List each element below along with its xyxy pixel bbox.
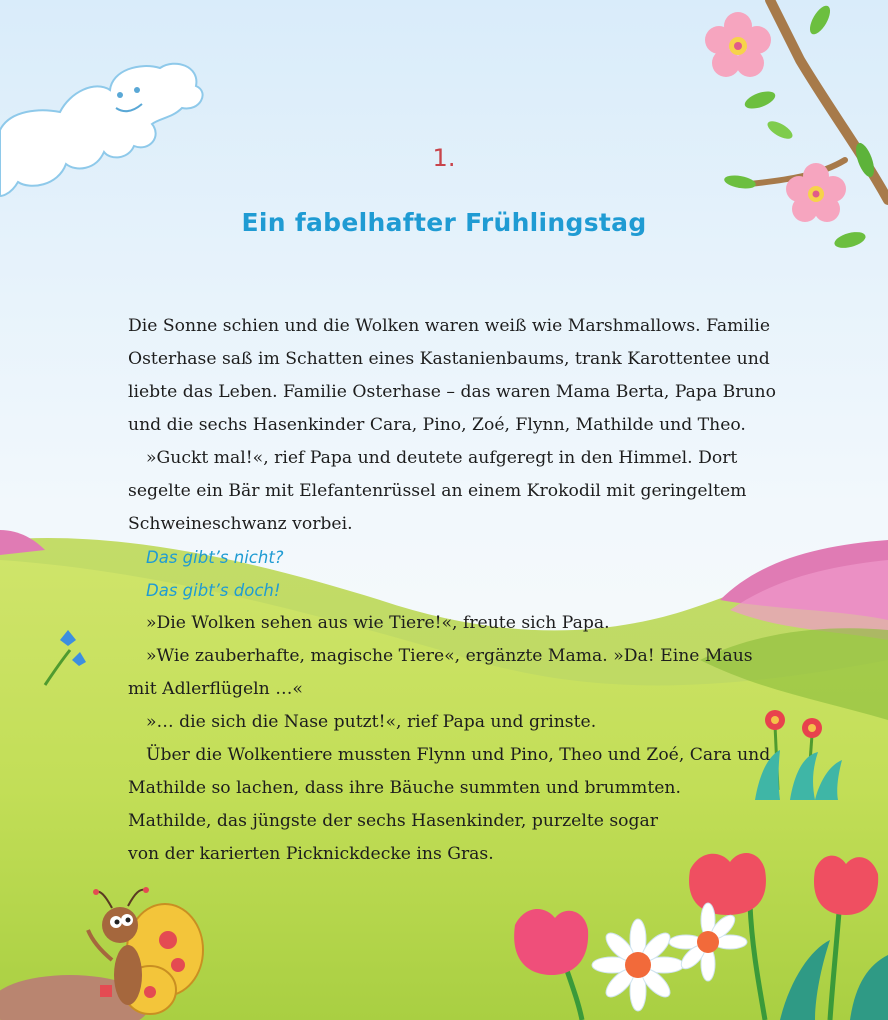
paragraph-line: »Die Wolken sehen aus wie Tiere!«, freute sich Papa. bbox=[146, 613, 610, 633]
story-text bbox=[128, 310, 788, 871]
paragraph-line: liebte das Leben. Familie Osterhase – das waren Mama Berta, Papa Bruno bbox=[128, 382, 776, 402]
paragraph-line: Über die Wolkentiere mussten Flynn und Pino, Theo und Zoé, Cara und bbox=[146, 745, 771, 765]
paragraph-line: Schweineschwanz vorbei. bbox=[128, 514, 353, 534]
paragraph-line: Mathilde, das jüngste der sechs Hasenkinder, purzelte sogar bbox=[128, 811, 658, 831]
paragraph-line: »… die sich die Nase putzt!«, rief Papa und grinste. bbox=[146, 712, 597, 732]
paragraph-line: von der karierten Picknickdecke ins Gras. bbox=[128, 844, 494, 864]
chapter-title: Ein fabelhafter Frühlingstag bbox=[241, 208, 647, 237]
paragraph-line: Die Sonne schien und die Wolken waren weiß wie Marshmallows. Familie bbox=[128, 316, 771, 336]
paragraph-line: »Guckt mal!«, rief Papa und deutete aufgeregt in den Himmel. Dort bbox=[146, 448, 738, 468]
chapter-number: 1. bbox=[432, 144, 456, 172]
paragraph-line: Mathilde so lachen, dass ihre Bäuche summten und brummten. bbox=[128, 778, 681, 798]
emphasis-line: Das gibt’s nicht? bbox=[146, 548, 284, 567]
paragraph-line: mit Adlerflügeln …« bbox=[128, 679, 303, 699]
paragraph-line: und die sechs Hasenkinder Cara, Pino, Zoé, Flynn, Mathilde und Theo. bbox=[128, 415, 746, 435]
paragraph-line: Osterhase saß im Schatten eines Kastanienbaums, trank Karottentee und bbox=[128, 349, 770, 369]
emphasis-line: Das gibt’s doch! bbox=[146, 581, 281, 600]
paragraph-line: »Wie zauberhafte, magische Tiere«, ergänzte Mama. »Da! Eine Maus bbox=[146, 646, 753, 666]
paragraph-line: segelte ein Bär mit Elefantenrüssel an einem Krokodil mit geringeltem bbox=[128, 481, 747, 501]
